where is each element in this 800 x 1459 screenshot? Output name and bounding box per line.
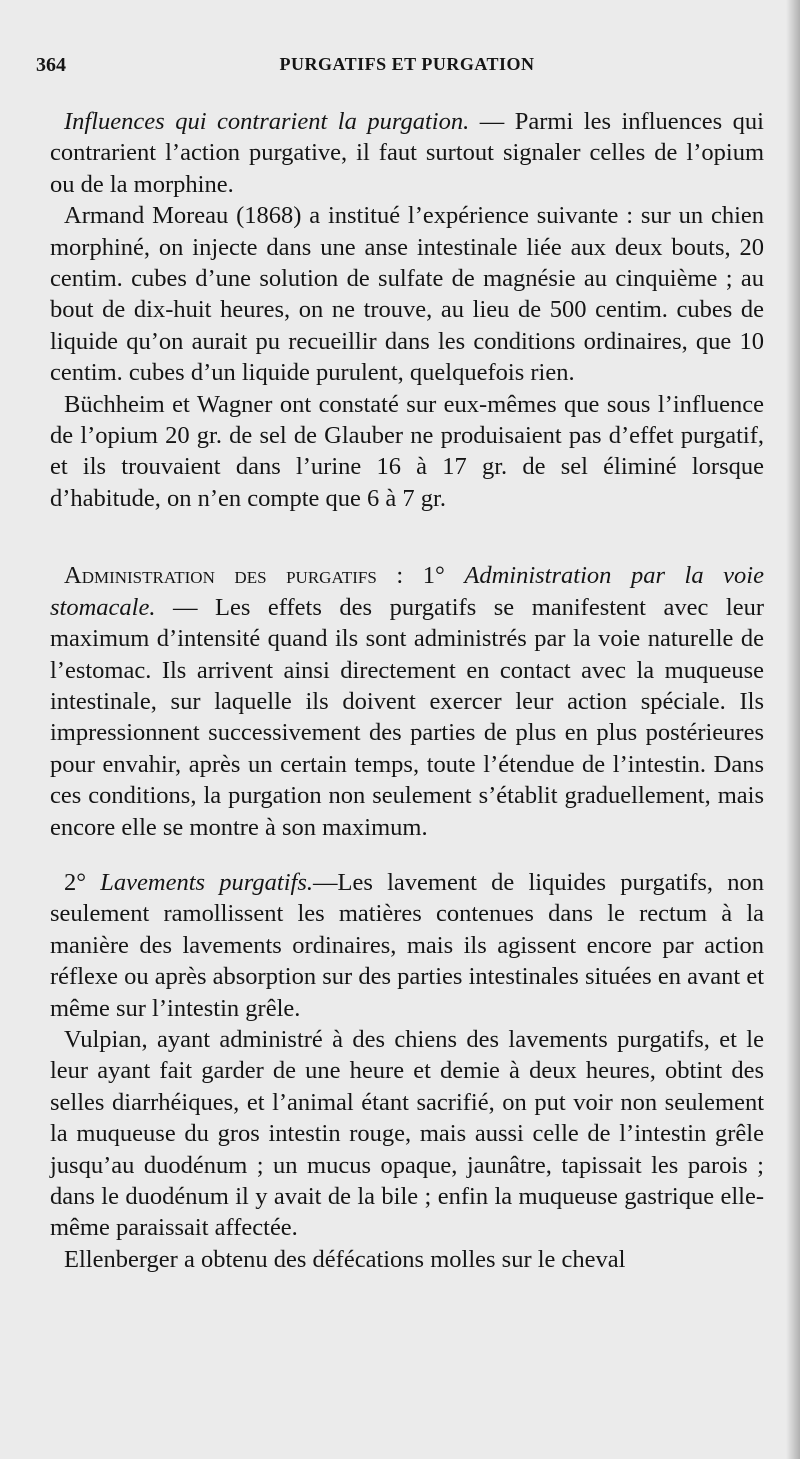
paragraph-text: Ellenberger a obtenu des défécations molles sur le cheval xyxy=(64,1245,626,1273)
section-heading: Administration des purgatifs xyxy=(64,562,377,590)
paragraph-lead: Influences qui contrarient la purgation. xyxy=(64,108,470,135)
paragraph-text: Vulpian, ayant administré à des chiens des lavements purgatifs, et le leur ayant fait garder de une heure et demie à deux heures, obtint des selles diarrhéiques, et l’animal étant sacrifié, on put voir non seulement la muqueuse du gros intestin rouge, mais aussi celle de l’intestin grêle jusqu’au duodénum ; un mucus opaque, jaunâtre, tapissait les parois ; dans le duodénum il y avait de la bile ; enfin la muqueuse gastrique elle-même paraissait affectée. xyxy=(50,1025,764,1242)
paragraph-opium-influences xyxy=(50,106,764,200)
paragraph-buchheim-wagner xyxy=(50,389,764,515)
paragraph-moreau-experiment xyxy=(50,200,764,388)
paragraph-lead: Administration par la voie stomacale. xyxy=(50,562,764,621)
paragraph-text: —Les lavement de liquides purgatifs, non seulement ramollissent les matières contenues dans le rectum à la manière des lavements ordinaires, mais ils agissent encore par action réflexe ou après absorption sur des parties intestinales situées en avant et même sur l’intestin grêle. xyxy=(50,868,764,1022)
paragraph-lead: Lavements purgatifs. xyxy=(100,868,313,896)
paragraph-text: Armand Moreau (1868) a institué l’expérience suivante : sur un chien morphiné, on injecte dans une anse intestinale liée aux deux bouts, 20 centim. cubes d’une solution de sulfate de magnésie au cinquième ; au bout de dix-huit heures, on ne trouve, au lieu de 500 centim. cubes de liquide qu’on aurait pu recueillir dans les conditions ordinaires, que 10 centim. cubes d’un liquide purulent, quelquefois rien. xyxy=(50,202,764,387)
paragraph-text: — Les effets des purgatifs se manifestent avec leur maximum d’intensité quand ils sont administrés par la voie naturelle de l’estomac. Ils arrivent ainsi directement en contact avec la muqueuse intestinale, sur laquelle ils doivent exercer leur action spéciale. Ils impressionnent successivement des parties de plus en plus postérieures pour envahir, après un certain temps, toute l’étendue de l’intestin. Dans ces conditions, la purgation non seulement s’établit graduellement, mais encore elle se montre à son maximum. xyxy=(50,593,764,841)
paragraph-lavements-purgatifs xyxy=(50,867,764,1024)
paragraph-ellenberger xyxy=(50,1244,764,1275)
paragraph-vulpian xyxy=(50,1024,764,1244)
paragraph-text: — Parmi les influences qui contrarient l’action purgative, il faut surtout signaler celles de l’opium ou de la morphine. xyxy=(50,108,764,198)
page-header xyxy=(36,48,764,88)
section-number: : 1° xyxy=(376,562,465,590)
paragraph-administration-stomacale xyxy=(50,560,764,843)
page-number: 364 xyxy=(36,54,66,76)
paragraph-text: Büchheim et Wagner ont constaté sur eux-mêmes que sous l’influence de l’opium 20 gr. de sel de Glauber ne produisaient pas d’effet purgatif, et ils trouvaient dans l’urine 16 à 17 gr. de sel éliminé lorsque d’habitude, on n’en compte que 6 à 7 gr. xyxy=(50,390,764,512)
body-text xyxy=(50,106,764,1275)
section-number: 2° xyxy=(64,868,101,896)
running-head: PURGATIFS ET PURGATION xyxy=(279,54,535,74)
